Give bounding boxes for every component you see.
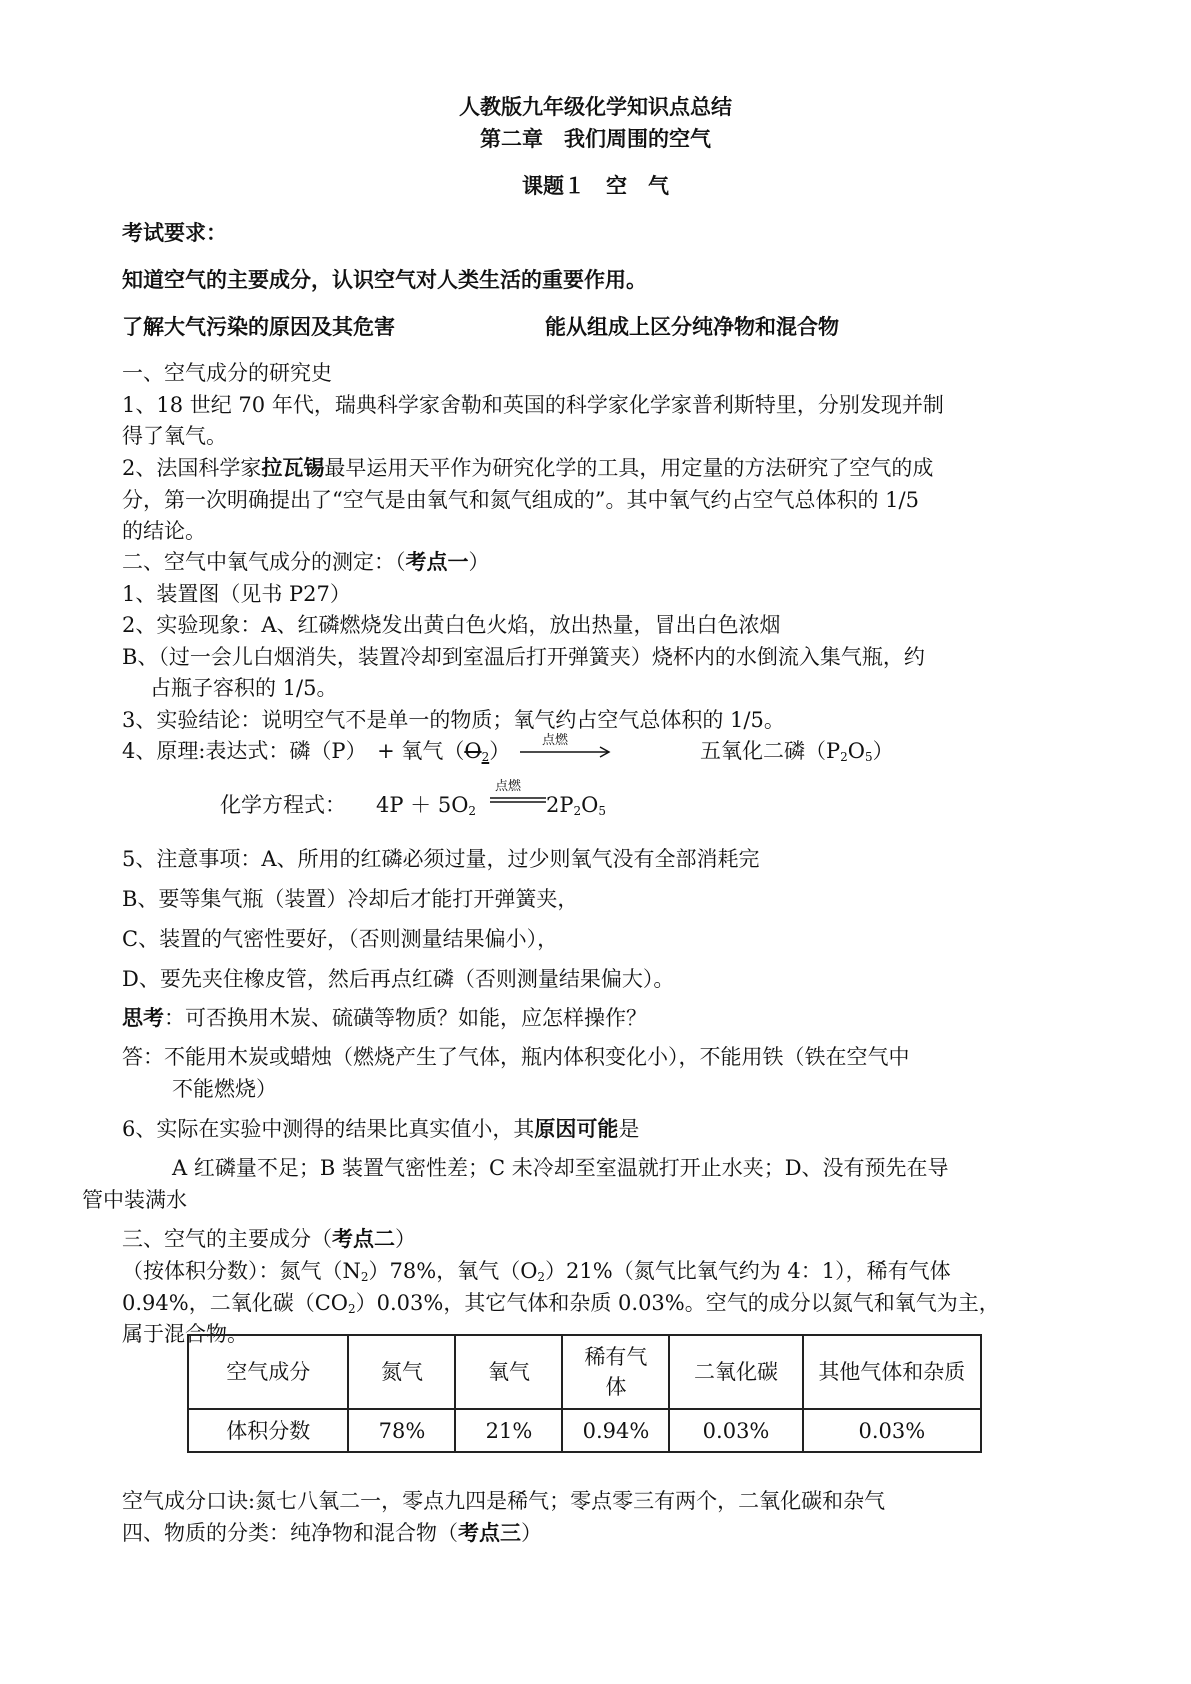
arrow-icon — [520, 734, 612, 762]
text-run: 是 — [618, 1117, 640, 1141]
chemical-equation-left — [376, 790, 476, 826]
text-run: 最早运用天平作为研究化学的工具，用定量的方法研究了空气的成 — [324, 456, 934, 480]
section1-p1-line1: 1、18 世纪 70 年代，瑞典科学家舍勒和英国的科学家化学家普利斯特里，分别发现并制 — [122, 393, 944, 417]
text-run: ） — [468, 550, 490, 574]
section2-item5B: B、要等集气瓶（装置）冷却后才能打开弹簧夹， — [122, 887, 579, 911]
text-run: 6、实际在实验中测得的结果比真实值小，其 — [122, 1117, 535, 1141]
section2-item5C: C、装置的气密性要好，（否则测量结果偏小）， — [122, 927, 559, 951]
text-run: 2、法国科学家 — [122, 456, 262, 480]
requirements-heading: 考试要求： — [122, 221, 227, 245]
text-run: O — [464, 739, 482, 763]
lavoisier-name: 拉瓦锡 — [261, 455, 325, 480]
section3-line3: 属于混合物。 — [122, 1322, 248, 1346]
text-run: ）78%，氧气（O — [368, 1259, 538, 1283]
text-run: 四、物质的分类：纯净物和混合物（ — [122, 1521, 458, 1545]
table-row — [188, 1409, 981, 1452]
text-run: 三、空气的主要成分（ — [122, 1227, 332, 1251]
oxygen-symbol — [464, 739, 489, 763]
cause-label: 原因可能 — [534, 1116, 619, 1141]
table-cell — [803, 1335, 981, 1409]
answer-line1: 答：不能用木炭或蜡烛（燃烧产生了气体，瓶内体积变化小），不能用铁（铁在空气中 — [122, 1045, 910, 1069]
text-run: ） — [395, 1227, 416, 1251]
section2-item6-line2: A 红磷量不足；B 装置气密性差；C 未冷却至室温就打开止水夹；D、没有预先在导 — [172, 1156, 949, 1180]
word-equation — [122, 736, 510, 772]
subscript: 2 — [348, 1302, 356, 1316]
subscript: 5 — [598, 804, 606, 818]
table-cell: 0.94% — [562, 1409, 669, 1452]
section2-item6 — [122, 1114, 639, 1144]
table-cell: 体积分数 — [188, 1409, 348, 1452]
table-cell: 0.03% — [803, 1409, 981, 1452]
air-mnemonic: 空气成分口诀:氮七八氧二一，零点九四是稀气；零点零三有两个，二氧化碳和杂气 — [122, 1489, 886, 1513]
subscript: 2 — [360, 1270, 369, 1284]
text-run: （按体积分数）：氮气（N — [122, 1259, 361, 1283]
text-run: 0.94%，二氧化碳（CO — [122, 1291, 348, 1315]
text-run: 五氧化二磷（P — [700, 739, 841, 763]
chemical-equation-label: 化学方程式： — [220, 793, 346, 817]
subscript: 2 — [537, 1270, 546, 1284]
answer-line2: 不能燃烧） — [172, 1077, 277, 1101]
section1-p1-line2: 得了氧气。 — [122, 424, 227, 448]
subscript: 5 — [865, 750, 873, 764]
text-run: ：可否换用木炭、硫磺等物质？如能，应怎样操作？ — [164, 1006, 647, 1030]
key-point-label: 考点一 — [405, 549, 469, 574]
table-cell — [562, 1335, 669, 1409]
ignite-equals — [490, 780, 548, 808]
table-cell: 0.03% — [669, 1409, 802, 1452]
text-run: ）0.03%，其它气体和杂质 0.03%。空气的成分以氮气和氧气为主， — [355, 1291, 1000, 1315]
text-run: 二、空气中氧气成分的测定：（ — [122, 550, 406, 574]
table-cell: 21% — [455, 1409, 562, 1452]
section2-itemB-line1: B、（过一会儿白烟消失，装置冷却到室温后打开弹簧夹）烧杯内的水倒流入集气瓶，约 — [122, 645, 925, 669]
text-run: 4P ＋ 5O — [376, 793, 469, 817]
text-run: ） — [489, 739, 511, 763]
section1-p2-line1 — [122, 453, 933, 483]
key-point-label: 考点二 — [332, 1226, 395, 1251]
subscript: 2 — [468, 804, 477, 818]
section3-line1 — [122, 1256, 951, 1292]
section2-itemB-line2: 占瓶子容积的 1/5。 — [150, 676, 338, 700]
section4-heading — [122, 1518, 542, 1548]
section3-heading — [122, 1224, 416, 1254]
text-run: ） — [872, 739, 894, 763]
table-cell: 氮气 — [348, 1335, 455, 1409]
air-composition-table — [187, 1334, 982, 1453]
text-run: O — [847, 739, 865, 763]
ignite-arrow — [520, 734, 612, 762]
chapter-title: 第二章 我们周围的空气 — [480, 127, 711, 151]
table-cell: 氧气 — [455, 1335, 562, 1409]
table-cell: 二氧化碳 — [669, 1335, 802, 1409]
section1-heading: 一、空气成分的研究史 — [122, 361, 332, 385]
requirements-line2b: 能从组成上区分纯净物和混合物 — [545, 315, 839, 339]
section2-item5: 5、注意事项：A、所用的红磷必须过量，过少则氧气没有全部消耗完 — [122, 847, 760, 871]
section2-item5D: D、要先夹住橡皮管，然后再点红磷（否则测量结果偏大）。 — [122, 967, 675, 991]
table-cell: 78% — [348, 1409, 455, 1452]
section2-item2: 2、实验现象：A、红磷燃烧发出黄白色火焰，放出热量，冒出白色浓烟 — [122, 613, 781, 637]
subscript: 2 — [573, 804, 582, 818]
think-question — [122, 1003, 647, 1033]
think-label: 思考 — [122, 1005, 164, 1030]
section2-heading — [122, 547, 490, 577]
subscript: 2 — [481, 750, 490, 764]
key-point-label: 考点三 — [458, 1520, 521, 1545]
document-title: 人教版九年级化学知识点总结 — [459, 95, 732, 119]
cell-text: 其他气体和杂质 — [818, 1360, 966, 1384]
section1-p2-line3: 的结论。 — [122, 519, 206, 543]
section1-p2-line2: 分，第一次明确提出了“空气是由氧气和氮气组成的”。其中氧气约占空气总体积的 1/5 — [122, 488, 919, 512]
word-equation-product — [700, 736, 894, 772]
ignite-condition: 点燃 — [542, 733, 569, 748]
text-run: 2P — [546, 793, 574, 817]
section2-item3: 3、实验结论：说明空气不是单一的物质；氧气约占空气总体积的 1/5。 — [122, 708, 785, 732]
requirements-line1: 知道空气的主要成分，认识空气对人类生活的重要作用。 — [122, 268, 647, 292]
text-run: O — [581, 793, 599, 817]
lesson-title: 课题１ 空 气 — [522, 174, 669, 198]
text-run: 4、原理:表达式：磷（P） + 氧气（ — [122, 739, 465, 763]
chemical-equation-right — [546, 790, 606, 826]
text-run: ） — [521, 1521, 542, 1545]
ignite-condition: 点燃 — [495, 779, 522, 794]
cell-text: 稀有气体 — [584, 1345, 648, 1399]
section3-line2 — [122, 1288, 1000, 1324]
subscript: 2 — [840, 750, 848, 764]
section2-item1: 1、装置图（见书 P27） — [122, 582, 351, 606]
table-header-row — [188, 1335, 981, 1409]
text-run: ）21%（氮气比氧气约为 4：1），稀有气体 — [545, 1259, 951, 1283]
table-cell: 空气成分 — [188, 1335, 348, 1409]
double-line-icon — [490, 780, 548, 808]
section2-item6-line3: 管中装满水 — [82, 1188, 187, 1212]
requirements-line2a: 了解大气污染的原因及其危害 — [122, 315, 395, 339]
